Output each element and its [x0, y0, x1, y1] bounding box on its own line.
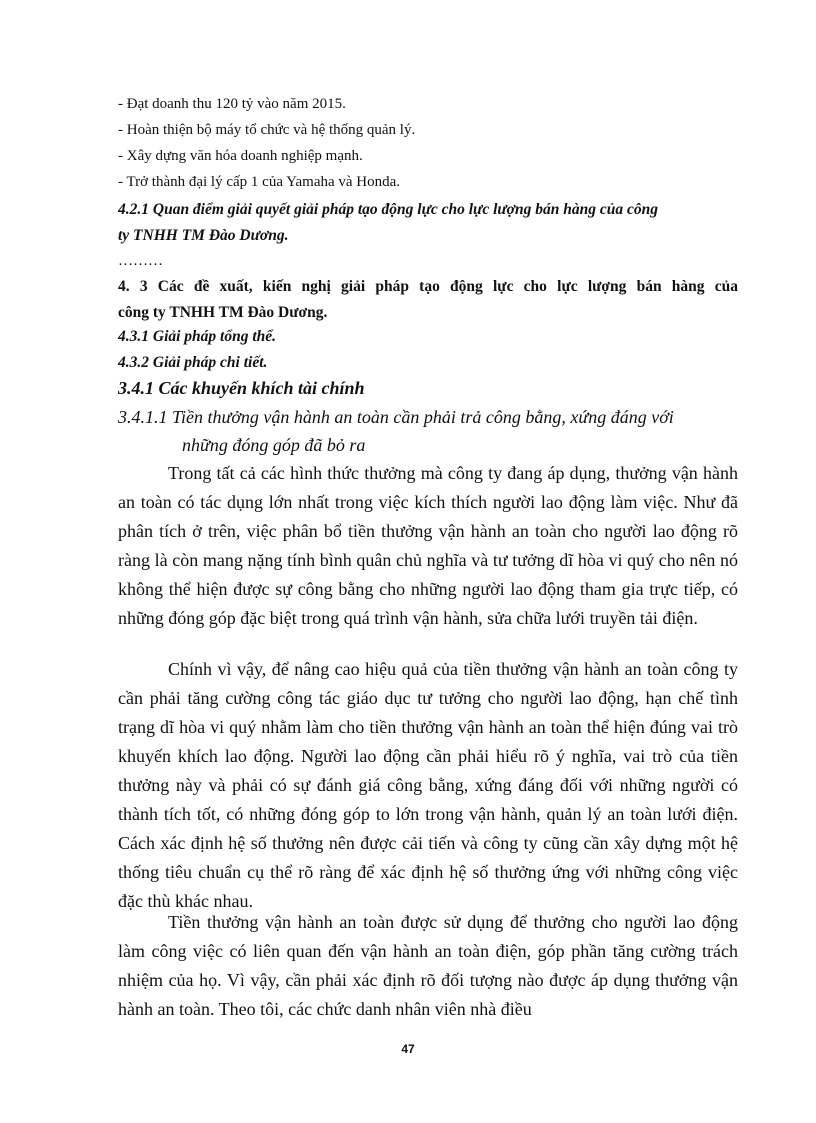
heading-431: 4.3.1 Giải pháp tổng thể.	[118, 328, 277, 345]
paragraph-3: Tiền thưởng vận hành an toàn được sử dụng để thưởng cho người lao động làm công việc có liên quan đến vận hành an toàn điện, góp phần tăng cường trách nhiệm của họ. Vì vậy, cần phải xác định rõ đối tượng nào được áp dụng thưởng vận hành an toàn. Theo tôi, các chức danh nhân viên nhà điều	[118, 912, 738, 1019]
ellipsis: ………	[118, 253, 163, 269]
heading-421-line2: ty TNHH TM Đào Dương.	[118, 227, 289, 244]
heading-432: 4.3.2 Giải pháp chi tiết.	[118, 354, 268, 371]
heading-43-line1: 4. 3 Các đề xuất, kiến nghị giải pháp tạo động lực cho lực lượng bán hàng của	[118, 278, 738, 295]
paragraph-2: Chính vì vậy, để nâng cao hiệu quả của tiền thưởng vận hành an toàn công ty cần phải tăng cường công tác giáo dục tư tưởng cho người lao động, hạn chế tình trạng dĩ hòa vi quý nhằm làm cho tiền thưởng vận hành an toàn thể hiện đúng vai trò khuyến khích lao động. Người lao động cần phải hiểu rõ ý nghĩa, vai trò của tiền thưởng này và phải có sự đánh giá công bằng, xứng đáng đối với những người có thành tích tốt, có những đóng góp to lớn trong vận hành, quản lý an toàn lưới điện. Cách xác định hệ số thưởng nên được cải tiến và công ty cũng cần xây dựng một hệ thống tiêu chuẩn cụ thể rõ ràng để xác định hệ số thưởng ứng với những công việc đặc thù khác nhau.	[118, 659, 738, 911]
heading-43-line2: công ty TNHH TM Đào Dương.	[118, 304, 328, 321]
bullet-organization: - Hoàn thiện bộ máy tổ chức và hệ thống quản lý.	[118, 122, 416, 138]
page-number: 47	[401, 1042, 415, 1056]
heading-3411-line2: những đóng góp đã bỏ ra	[182, 435, 366, 455]
heading-3411-line1: 3.4.1.1 Tiền thưởng vận hành an toàn cần phải trả công bằng, xứng đáng với	[118, 407, 674, 427]
heading-421-line1: 4.2.1 Quan điểm giải quyết giải pháp tạo động lực cho lực lượng bán hàng của công	[118, 201, 658, 218]
bullet-dealer: - Trở thành đại lý cấp 1 của Yamaha và Honda.	[118, 174, 401, 190]
bullet-culture: - Xây dựng văn hóa doanh nghiệp mạnh.	[118, 148, 363, 164]
bullet-revenue: - Đạt doanh thu 120 tỷ vào năm 2015.	[118, 96, 346, 112]
heading-341: 3.4.1 Các khuyến khích tài chính	[118, 378, 365, 398]
paragraph-1: Trong tất cả các hình thức thưởng mà công ty đang áp dụng, thưởng vận hành an toàn có tác dụng lớn nhất trong việc kích thích người lao động làm việc. Như đã phân tích ở trên, việc phân bổ tiền thưởng vận hành an toàn cho người lao động rõ ràng là còn mang nặng tính bình quân chủ nghĩa và tư tưởng dĩ hòa vi quý cho nên nó không thể hiện được sự công bằng cho những người lao động tham gia trực tiếp, có những đóng góp đặc biệt trong quá trình vận hành, sửa chữa lưới truyền tải điện.	[118, 463, 738, 628]
